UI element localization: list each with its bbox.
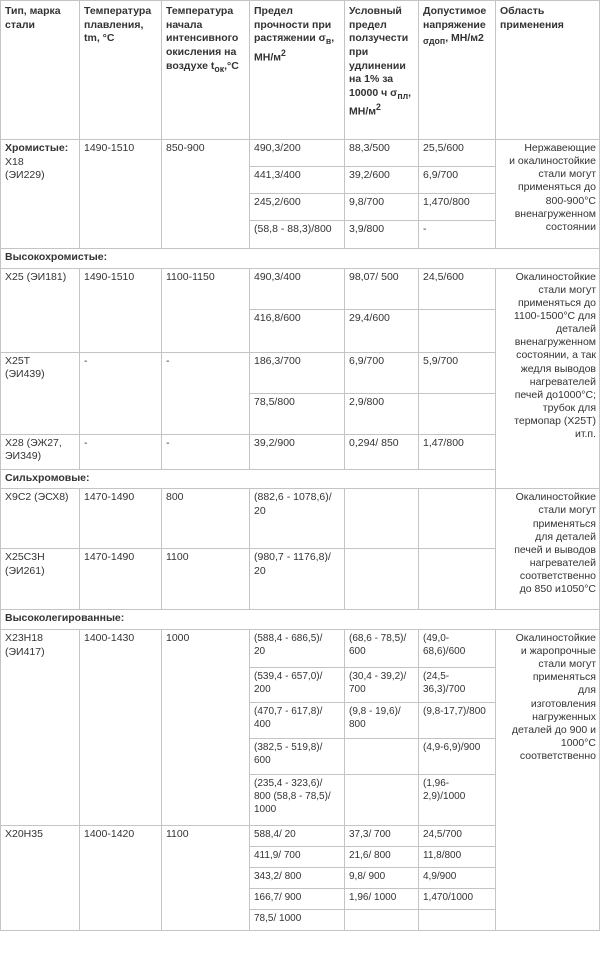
allowable-cell: 1,470/1000 bbox=[419, 888, 496, 909]
oxidation-cell: 1100 bbox=[162, 549, 250, 610]
creep-cell: 98,07/ 500 bbox=[345, 268, 419, 309]
grade-cell: Х20Н35 bbox=[1, 825, 80, 930]
creep-cell: 88,3/500 bbox=[345, 140, 419, 167]
melting-cell: 1490-1510 bbox=[80, 268, 162, 352]
allowable-cell: (9,8-17,7)/800 bbox=[419, 702, 496, 738]
allowable-cell: - bbox=[419, 221, 496, 249]
allowable-cell: (24,5- 36,3)/700 bbox=[419, 667, 496, 702]
oxidation-cell: 1000 bbox=[162, 629, 250, 825]
grade-cell: Х9С2 (ЭСХ8) bbox=[1, 489, 80, 549]
creep-cell bbox=[345, 489, 419, 549]
grade-cell: Х25 (ЭИ181) bbox=[1, 268, 80, 352]
creep-cell: 37,3/ 700 bbox=[345, 825, 419, 846]
creep-cell bbox=[345, 738, 419, 774]
grade-cell: Х25Т (ЭИ439) bbox=[1, 352, 80, 434]
allowable-cell: 11,8/800 bbox=[419, 846, 496, 867]
section-row bbox=[1, 610, 600, 630]
tensile-cell: (58,8 - 88,3)/800 bbox=[250, 221, 345, 249]
grade-cell: Хромистые: Х18 (ЭИ229) bbox=[1, 140, 80, 249]
melting-cell: - bbox=[80, 352, 162, 434]
application-cell: Окалиностойкие стали могут применяться до 1100-1500°С для деталей вненагруженном состоянии, а так жедля выводов нагревателей печей до1000°С; трубок для термопар (Х25Т) ит.п. bbox=[496, 268, 600, 489]
allowable-cell bbox=[419, 909, 496, 930]
section-title: Сильхромовые: bbox=[1, 469, 600, 489]
creep-cell: (9,8 - 19,6)/ 800 bbox=[345, 702, 419, 738]
tensile-cell: 490,3/200 bbox=[250, 140, 345, 167]
tensile-cell: (470,7 - 617,8)/ 400 bbox=[250, 702, 345, 738]
melting-cell: - bbox=[80, 434, 162, 469]
header-tensile: Предел прочности при растяжении $\sigma_в$, $МН/м^2$ bbox=[250, 1, 345, 140]
tensile-cell: 245,2/600 bbox=[250, 194, 345, 221]
creep-cell bbox=[345, 909, 419, 930]
tensile-cell: (882,6 - 1078,6)/ 20 bbox=[250, 489, 345, 549]
tensile-cell: 411,9/ 700 bbox=[250, 846, 345, 867]
application-cell: Окалиностойкие стали могут применяться для деталей печей и выводов нагревателей соответственно до 850 и1050°С bbox=[496, 489, 600, 610]
tensile-cell: 588,4/ 20 bbox=[250, 825, 345, 846]
oxidation-cell: - bbox=[162, 352, 250, 434]
tensile-cell: 186,3/700 bbox=[250, 352, 345, 393]
section-title: Высокохромистые: bbox=[1, 249, 600, 269]
oxidation-cell: 850-900 bbox=[162, 140, 250, 249]
tensile-cell: 78,5/ 1000 bbox=[250, 909, 345, 930]
creep-cell: 29,4/600 bbox=[345, 309, 419, 352]
allowable-cell bbox=[419, 309, 496, 352]
creep-cell: 6,9/700 bbox=[345, 352, 419, 393]
application-cell: Нержавеющие и окалиностойкие стали могут применяться до 800-900°С вненагруженном состоянии bbox=[496, 140, 600, 249]
grade-cell: Х28 (ЭЖ27, ЭИ349) bbox=[1, 434, 80, 469]
tensile-cell: 490,3/400 bbox=[250, 268, 345, 309]
allowable-cell: 24,5/700 bbox=[419, 825, 496, 846]
creep-cell: 21,6/ 800 bbox=[345, 846, 419, 867]
creep-cell: 2,9/800 bbox=[345, 393, 419, 434]
allowable-cell: 1,470/800 bbox=[419, 194, 496, 221]
creep-cell: 1,96/ 1000 bbox=[345, 888, 419, 909]
allowable-cell: (49,0- 68,6)/600 bbox=[419, 629, 496, 667]
section-row bbox=[1, 469, 600, 489]
creep-cell: 9,8/ 900 bbox=[345, 867, 419, 888]
allowable-cell: 6,9/700 bbox=[419, 167, 496, 194]
header-oxidation: Температура начала интенсивного окисления на воздухе $t_{ок},^\circ C$ bbox=[162, 1, 250, 140]
tensile-cell: (980,7 - 1176,8)/ 20 bbox=[250, 549, 345, 610]
tensile-cell: 166,7/ 900 bbox=[250, 888, 345, 909]
tensile-cell: (539,4 - 657,0)/ 200 bbox=[250, 667, 345, 702]
creep-cell: (30,4 - 39,2)/ 700 bbox=[345, 667, 419, 702]
allowable-cell bbox=[419, 489, 496, 549]
melting-cell: 1470-1490 bbox=[80, 489, 162, 549]
table-row bbox=[1, 489, 600, 549]
header-creep: Условный предел ползучести при удлинении на 1% за 10000 ч $\sigma_{пл}$, $МН/м^2$ bbox=[345, 1, 419, 140]
tensile-cell: 441,3/400 bbox=[250, 167, 345, 194]
allowable-cell: 4,9/900 bbox=[419, 867, 496, 888]
grade-cell: Х23Н18 (ЭИ417) bbox=[1, 629, 80, 825]
oxidation-cell: 800 bbox=[162, 489, 250, 549]
tensile-cell: 39,2/900 bbox=[250, 434, 345, 469]
tensile-cell: (235,4 - 323,6)/ 800 (58,8 - 78,5)/ 1000 bbox=[250, 774, 345, 825]
section-row bbox=[1, 249, 600, 269]
allowable-cell bbox=[419, 549, 496, 610]
creep-cell: 39,2/600 bbox=[345, 167, 419, 194]
grade-cell: Х25С3Н (ЭИ261) bbox=[1, 549, 80, 610]
melting-cell: 1400-1430 bbox=[80, 629, 162, 825]
melting-cell: 1490-1510 bbox=[80, 140, 162, 249]
allowable-cell: 5,9/700 bbox=[419, 352, 496, 393]
creep-cell: 0,294/ 850 bbox=[345, 434, 419, 469]
tensile-cell: (382,5 - 519,8)/ 600 bbox=[250, 738, 345, 774]
oxidation-cell: - bbox=[162, 434, 250, 469]
creep-cell bbox=[345, 549, 419, 610]
table-row bbox=[1, 268, 600, 309]
allowable-cell: 25,5/600 bbox=[419, 140, 496, 167]
melting-cell: 1470-1490 bbox=[80, 549, 162, 610]
creep-cell: (68,6 - 78,5)/ 600 bbox=[345, 629, 419, 667]
section-title: Высоколегированные: bbox=[1, 610, 600, 630]
melting-cell: 1400-1420 bbox=[80, 825, 162, 930]
header-allowable: Допустимое напряжение $_{\sigma доп}$, МН/м2 bbox=[419, 1, 496, 140]
creep-cell bbox=[345, 774, 419, 825]
header-grade: Тип, марка стали bbox=[1, 1, 80, 140]
allowable-cell bbox=[419, 393, 496, 434]
allowable-cell: 24,5/600 bbox=[419, 268, 496, 309]
creep-cell: 9,8/700 bbox=[345, 194, 419, 221]
tensile-cell: (588,4 - 686,5)/ 20 bbox=[250, 629, 345, 667]
allowable-cell: 1,47/800 bbox=[419, 434, 496, 469]
header-application: Область применения bbox=[496, 1, 600, 140]
table-row bbox=[1, 629, 600, 667]
header-row bbox=[1, 1, 600, 140]
creep-cell: 3,9/800 bbox=[345, 221, 419, 249]
tensile-cell: 343,2/ 800 bbox=[250, 867, 345, 888]
application-cell: Окалиностойкие и жаропрочные стали могут применяться для изготовления нагруженных деталей до 900 и 1000°С соответственно bbox=[496, 629, 600, 930]
allowable-cell: (4,9-6,9)/900 bbox=[419, 738, 496, 774]
oxidation-cell: 1100-1150 bbox=[162, 268, 250, 352]
tensile-cell: 416,8/600 bbox=[250, 309, 345, 352]
oxidation-cell: 1100 bbox=[162, 825, 250, 930]
allowable-cell: (1,96- 2,9)/1000 bbox=[419, 774, 496, 825]
section-title: Хромистые: bbox=[5, 142, 69, 154]
header-melting: Температура плавления, tm, °C bbox=[80, 1, 162, 140]
tensile-cell: 78,5/800 bbox=[250, 393, 345, 434]
table-row bbox=[1, 140, 600, 167]
